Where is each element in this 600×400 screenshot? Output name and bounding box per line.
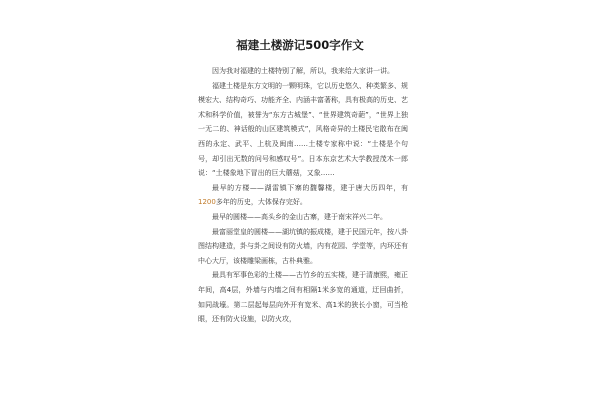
essay-body [198, 64, 408, 327]
paragraph-grandest-round: 最富丽堂皇的圆楼——湖坑镇的振成楼，建于民国元年，按八卦图结构建造，卦与卦之间设有防火墙，内有花园、学堂等，内环还有中心大厅，该楼雕梁画栋，古朴典雅。 [198, 227, 408, 265]
paragraph-military: 最具有军事色彩的土楼——古竹乡的五实楼，建于清康熙，雍正年间，高4层，外墙与内墙之间有相隔1米多宽的通道，迂回曲折，如同战壕。第二层起每层向外开有宽米、高1米的狭长小窗，可当枪眼，还有防火设施，以防火攻， [198, 271, 408, 324]
paragraph-intro: 因为我对福建的土楼特别了解，所以，我来给大家讲一讲。 [212, 67, 394, 75]
paragraph-earliest-round: 最早的圆楼——高头乡的金山古寨，建于南宋祥兴二年。 [212, 212, 387, 221]
paragraph-overview: 福建土楼是东方文明的一颗明珠，它以历史悠久、种类繁多、规模宏大、结构奇巧、功能齐全、内涵丰富著称，具有极高的历史、艺术和科学价值，被誉为“东方古城堡”、“世界建筑奇葩”，“世界上独一无二的、神话般的山区建筑模式”，风格奇异的土楼民宅散布在闽西的永定、武平、上杭及闽南……土楼专家称中说：“土楼是个句号，却引出无数的问号和感叹号”。日本东京艺术大学教授茂木一郎说：“土楼象地下冒出的巨大蘑菇，又象…… [198, 81, 408, 178]
essay-title: 福建土楼游记500字作文 [236, 38, 364, 52]
paragraph-earliest-square: 最早的方楼——湖雷镇下寨的馥馨楼，建于唐大历四年，有1200多年的历史，大体保存完好。 [198, 183, 408, 207]
